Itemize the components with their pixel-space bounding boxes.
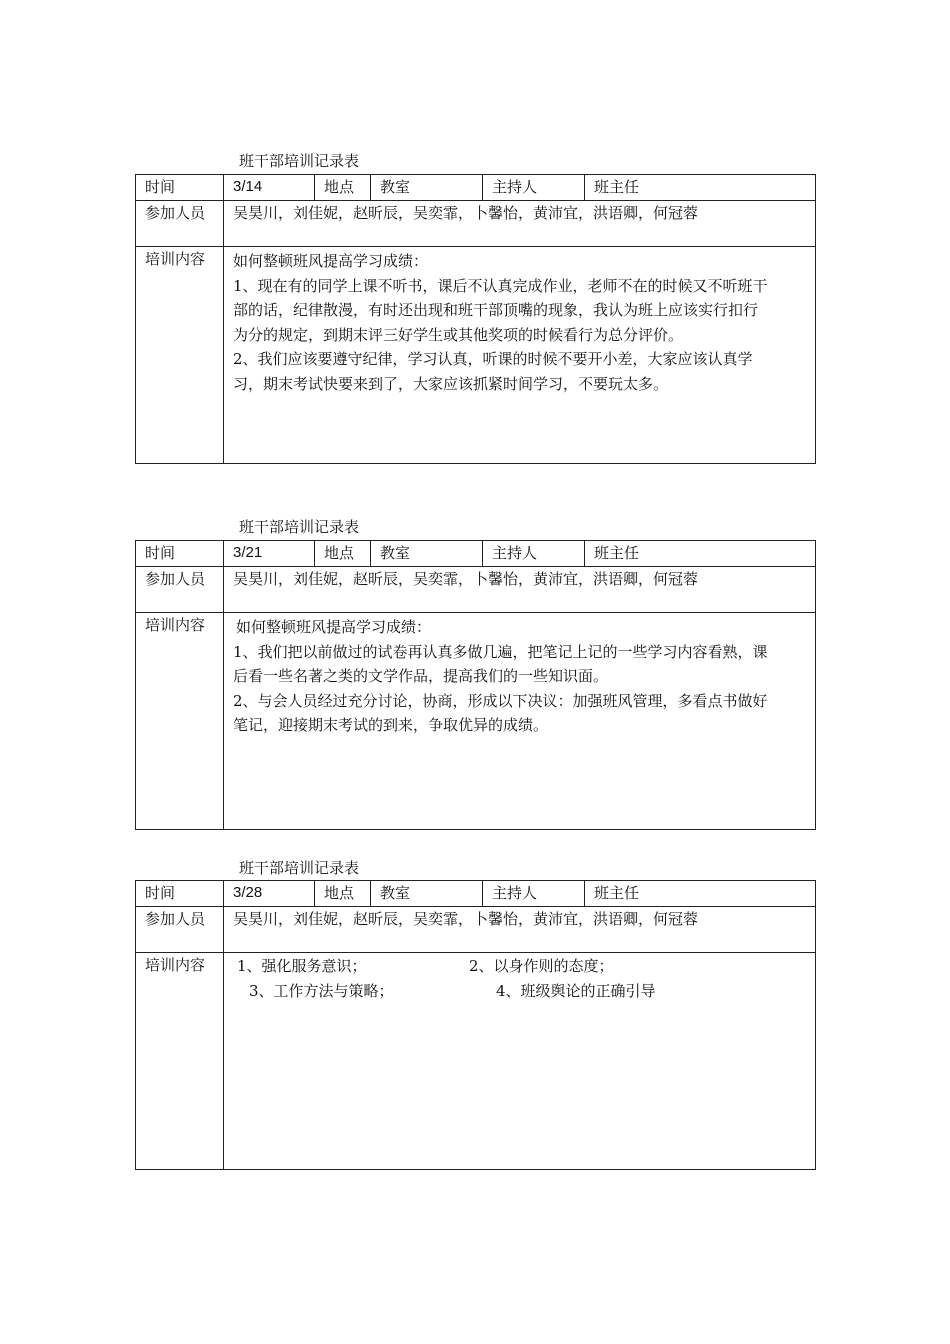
content-value (224, 247, 816, 464)
participants-value: 吴昊川，刘佳妮，赵昕辰，吴奕霏，卜馨怡，黄沛宜，洪语卿，何冠蓉 (224, 567, 816, 613)
date-value: 3/21 (224, 541, 315, 567)
host-value: 班主任 (585, 541, 816, 567)
host-value: 班主任 (585, 175, 816, 201)
record-title: 班干部培训记录表 (239, 859, 360, 877)
participants-value: 吴昊川，刘佳妮，赵昕辰，吴奕霏，卜馨怡，黄沛宜，洪语卿，何冠蓉 (224, 201, 816, 247)
time-label: 时间 (136, 541, 224, 567)
time-label: 时间 (136, 881, 224, 907)
content-line: 2、与会人员经过充分讨论，协商，形成以下决议：加强班风管理，多看点书做好 (233, 691, 768, 710)
participants-label: 参加人员 (136, 907, 224, 953)
content-line: 1、现在有的同学上课不听书，课后不认真完成作业，老师不在的时候又不听班干 (233, 276, 768, 295)
participants-label: 参加人员 (136, 567, 224, 613)
place-label: 地点 (315, 541, 371, 567)
topic-item: 4、班级舆论的正确引导 (496, 982, 656, 1000)
topic-list (233, 955, 807, 1002)
content-line: 2、我们应该要遵守纪律，学习认真，听课的时候不要开小差，大家应该认真学 (233, 350, 753, 368)
record-table (135, 174, 816, 464)
content-line: 为分的规定，到期末评三好学生或其他奖项的时候看行为总分评价。 (233, 325, 684, 344)
content-label: 培训内容 (136, 247, 224, 464)
record-title: 班干部培训记录表 (239, 152, 360, 170)
host-value: 班主任 (585, 881, 816, 907)
content-line: 1、我们把以前做过的试卷再认真多做几遍，把笔记上记的一些学习内容看熟，课 (233, 642, 768, 661)
place-value: 教室 (371, 881, 483, 907)
record-table (135, 880, 816, 1170)
content-line: 习，期末考试快要来到了，大家应该抓紧时间学习，不要玩太多。 (233, 374, 669, 393)
record-title: 班干部培训记录表 (239, 518, 360, 536)
content-line: 笔记，迎接期末考试的到来，争取优异的成绩。 (233, 716, 549, 734)
topic-item: 1、强化服务意识； (237, 957, 367, 975)
time-label: 时间 (136, 175, 224, 201)
place-label: 地点 (315, 175, 371, 201)
host-label: 主持人 (483, 881, 585, 907)
date-value: 3/14 (224, 175, 315, 201)
host-label: 主持人 (483, 175, 585, 201)
record-table (135, 540, 816, 830)
content-label: 培训内容 (136, 613, 224, 830)
topic-item: 2、以身作则的态度； (469, 957, 614, 975)
participants-value: 吴昊川，刘佳妮，赵昕辰，吴奕霏，卜馨怡，黄沛宜，洪语卿，何冠蓉 (224, 907, 816, 953)
participants-label: 参加人员 (136, 201, 224, 247)
date-value: 3/28 (224, 881, 315, 907)
place-value: 教室 (371, 541, 483, 567)
content-label: 培训内容 (136, 953, 224, 1170)
content-line: 后看一些名著之类的文学作品，提高我们的一些知识面。 (233, 667, 609, 685)
topic-item: 3、工作方法与策略； (249, 982, 394, 1000)
place-label: 地点 (315, 881, 371, 907)
content-value (224, 613, 816, 830)
content-value (224, 953, 816, 1170)
place-value: 教室 (371, 175, 483, 201)
content-heading: 如何整顿班风提高学习成绩： (236, 618, 432, 636)
host-label: 主持人 (483, 541, 585, 567)
content-heading: 如何整顿班风提高学习成绩： (233, 252, 429, 270)
content-line: 部的话，纪律散漫，有时还出现和班干部顶嘴的现象，我认为班上应该实行扣行 (233, 301, 759, 319)
